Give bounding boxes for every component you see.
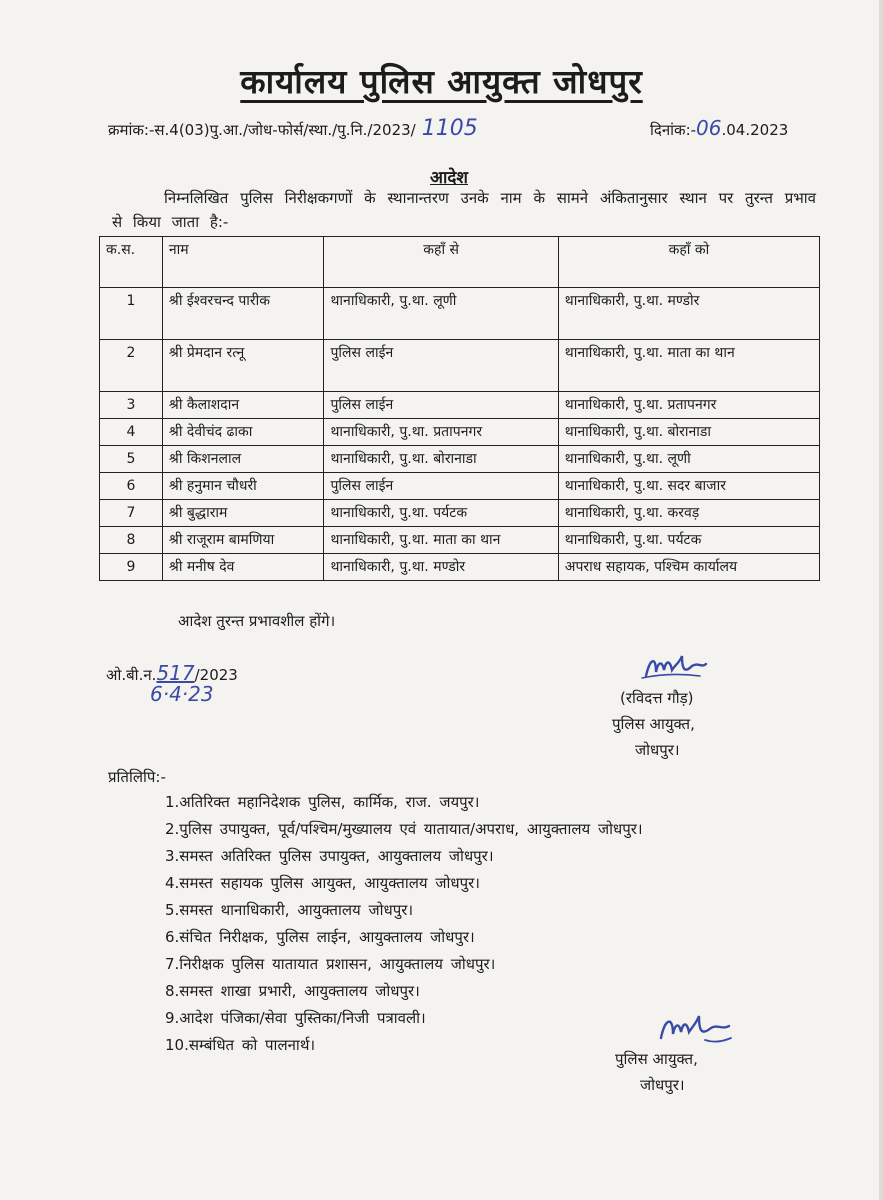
reference-prefix: क्रमांक:-स.4(03)पु.आ./जोध-फोर्स/स्था./पु.नि./2023/ [108,121,416,139]
cell-to: थानाधिकारी, पु.था. प्रतापनगर [558,392,819,419]
cell-to: थानाधिकारी, पु.था. पर्यटक [558,527,819,554]
table-row [100,473,820,500]
ob-handwritten-date: 6·4·23 [150,682,214,706]
cell-name: श्री ईश्वरचन्द पारीक [162,288,324,340]
table-header-row [100,237,820,288]
header-from: कहाँ से [324,237,558,288]
cell-serial: 8 [100,527,163,554]
date-prefix: दिनांक:- [650,121,697,139]
cell-name: श्री मनीष देव [162,554,324,581]
cell-from: थानाधिकारी, पु.था. बोरानाडा [324,446,558,473]
table-row [100,288,820,340]
office-title: कार्यालय पुलिस आयुक्त जोधपुर [240,62,643,101]
list-item: 4.समस्त सहायक पुलिस आयुक्त, आयुक्तालय जोधपुर। [165,874,480,892]
date-rest: .04.2023 [721,121,789,139]
cell-to: थानाधिकारी, पु.था. सदर बाजार [558,473,819,500]
cell-to: थानाधिकारी, पु.था. माता का थान [558,340,819,392]
cell-name: श्री बुद्धाराम [162,500,324,527]
cell-to: थानाधिकारी, पु.था. लूणी [558,446,819,473]
signature-icon [655,1010,735,1046]
page-edge-shadow [879,0,883,1200]
list-item: 6.संचित निरीक्षक, पुलिस लाईन, आयुक्तालय जोधपुर। [165,928,475,946]
copy-to-label: प्रतिलिपि:- [108,768,166,786]
ob-prefix: ओ.बी.न. [106,666,157,684]
table-row [100,500,820,527]
cell-from: थानाधिकारी, पु.था. माता का थान [324,527,558,554]
date-handwritten-day: 06 [696,116,722,140]
order-heading: आदेश [430,168,468,188]
table-row [100,340,820,392]
table-row [100,527,820,554]
table-row [100,392,820,419]
signatory-name: (रविदत्त गौड़) [620,689,694,707]
list-item: 10.सम्बंधित को पालनार्थ। [165,1036,316,1054]
list-item: 1.अतिरिक्त महानिदेशक पुलिस, कार्मिक, राज. जयपुर। [165,793,480,811]
cell-name: श्री प्रेमदान रत्नू [162,340,324,392]
header-to: कहाँ को [558,237,819,288]
table-row [100,419,820,446]
list-item: 9.आदेश पंजिका/सेवा पुस्तिका/निजी पत्रावली। [165,1009,426,1027]
cell-serial: 3 [100,392,163,419]
cell-from: पुलिस लाईन [324,392,558,419]
list-item: 7.निरीक्षक पुलिस यातायात प्रशासन, आयुक्तालय जोधपुर। [165,955,496,973]
ob-year: /2023 [194,666,238,684]
cell-to: थानाधिकारी, पु.था. करवड़ [558,500,819,527]
effective-statement: आदेश तुरन्त प्रभावशील होंगे। [178,612,336,630]
cell-from: पुलिस लाईन [324,340,558,392]
cell-name: श्री कैलाशदान [162,392,324,419]
cell-name: श्री राजूराम बामणिया [162,527,324,554]
reference-number [108,116,478,141]
reference-handwritten-number: 1105 [421,116,478,141]
cell-serial: 6 [100,473,163,500]
cell-from: थानाधिकारी, पु.था. पर्यटक [324,500,558,527]
table-row [100,554,820,581]
cell-serial: 4 [100,419,163,446]
list-item: 5.समस्त थानाधिकारी, आयुक्तालय जोधपुर। [165,901,414,919]
list-item: 8.समस्त शाखा प्रभारी, आयुक्तालय जोधपुर। [165,982,420,1000]
footer-designation: पुलिस आयुक्त, [615,1050,698,1068]
cell-name: श्री हनुमान चौधरी [162,473,324,500]
cell-serial: 5 [100,446,163,473]
cell-from: पुलिस लाईन [324,473,558,500]
cell-to: थानाधिकारी, पु.था. बोरानाडा [558,419,819,446]
cell-from: थानाधिकारी, पु.था. प्रतापनगर [324,419,558,446]
cell-serial: 1 [100,288,163,340]
cell-to: अपराध सहायक, पश्चिम कार्यालय [558,554,819,581]
cell-name: श्री देवीचंद ढाका [162,419,324,446]
copy-to-list [165,789,643,1059]
order-intro: निम्नलिखित पुलिस निरीक्षकगणों के स्थानान्तरण उनके नाम के सामने अंकितानुसार स्थान पर तुरन्त प्रभाव से किया जाता है:- [112,189,816,231]
header-serial: क.स. [100,237,163,288]
cell-serial: 9 [100,554,163,581]
footer-city: जोधपुर। [640,1076,685,1094]
table-row [100,446,820,473]
signature-icon [640,650,710,684]
header-name: नाम [162,237,324,288]
order-date [650,116,788,140]
cell-serial: 7 [100,500,163,527]
ob-handwritten-number: 517 [156,661,195,685]
cell-to: थानाधिकारी, पु.था. मण्डोर [558,288,819,340]
list-item: 3.समस्त अतिरिक्त पुलिस उपायुक्त, आयुक्तालय जोधपुर। [165,847,494,865]
signatory-designation: पुलिस आयुक्त, [612,715,695,733]
signatory-city: जोधपुर। [635,741,680,759]
cell-name: श्री किशनलाल [162,446,324,473]
cell-from: थानाधिकारी, पु.था. मण्डोर [324,554,558,581]
cell-serial: 2 [100,340,163,392]
cell-from: थानाधिकारी, पु.था. लूणी [324,288,558,340]
list-item: 2.पुलिस उपायुक्त, पूर्व/पश्चिम/मुख्यालय एवं यातायात/अपराध, आयुक्तालय जोधपुर। [165,820,643,838]
transfer-table [99,236,820,581]
